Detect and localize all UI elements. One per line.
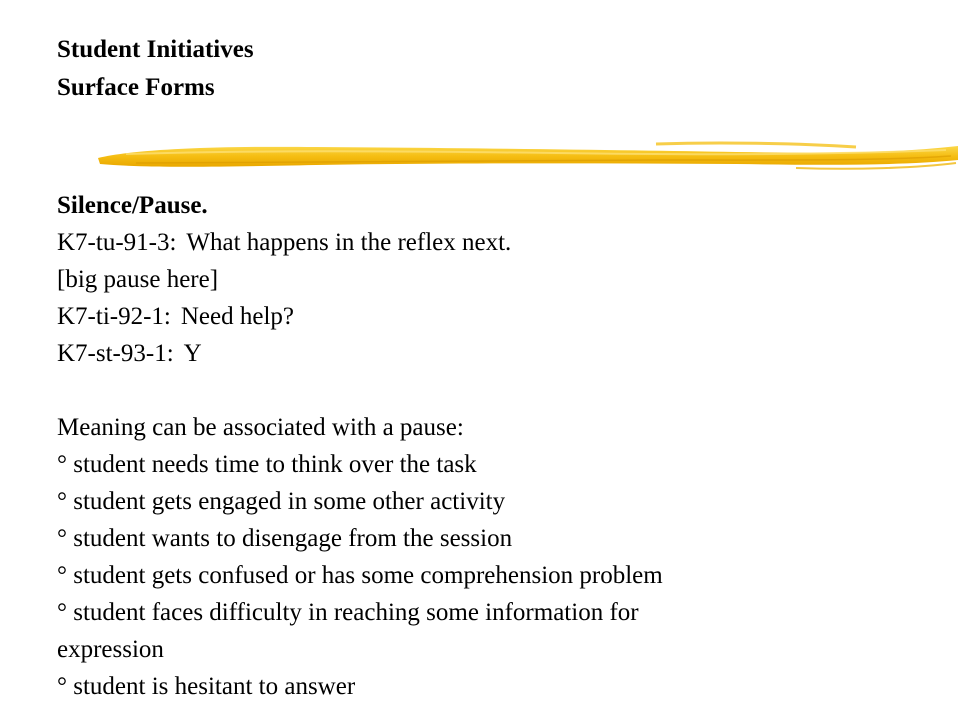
turn-id: K7-st-93-1: [57, 340, 174, 367]
title-line-1: Student Initiatives [57, 36, 254, 63]
bullet-item: ° student wants to disengage from the session [57, 525, 513, 552]
bullet-item-continuation: expression [57, 636, 164, 663]
meaning-intro: Meaning can be associated with a pause: [57, 414, 464, 441]
turn-id: K7-ti-92-1: [57, 303, 171, 330]
yellow-brush-stroke-divider [96, 138, 960, 178]
turn-text: Need help? [180, 303, 295, 330]
bullet-item: ° student faces difficulty in reaching some information for [57, 599, 639, 626]
bullet-item: ° student is hesitant to answer [57, 673, 356, 700]
bullet-item: ° student needs time to think over the task [57, 451, 477, 478]
dialogue-line-1 [57, 224, 937, 261]
bullet-item: ° student gets confused or has some comprehension problem [57, 562, 663, 589]
slide-body [57, 187, 937, 705]
turn-text: Y [183, 340, 202, 367]
section-heading: Silence/Pause. [57, 192, 208, 219]
bullet-item: ° student gets engaged in some other activity [57, 488, 506, 515]
dialogue-line-2 [57, 261, 937, 298]
dialogue-line-4 [57, 335, 937, 372]
dialogue-line-3 [57, 298, 937, 335]
blank-line [57, 372, 937, 409]
slide-title [57, 31, 254, 107]
title-line-2: Surface Forms [57, 74, 215, 101]
turn-id: K7-tu-91-3: [57, 229, 177, 256]
turn-text: [big pause here] [57, 266, 219, 293]
turn-text: What happens in the reflex next. [186, 229, 512, 256]
